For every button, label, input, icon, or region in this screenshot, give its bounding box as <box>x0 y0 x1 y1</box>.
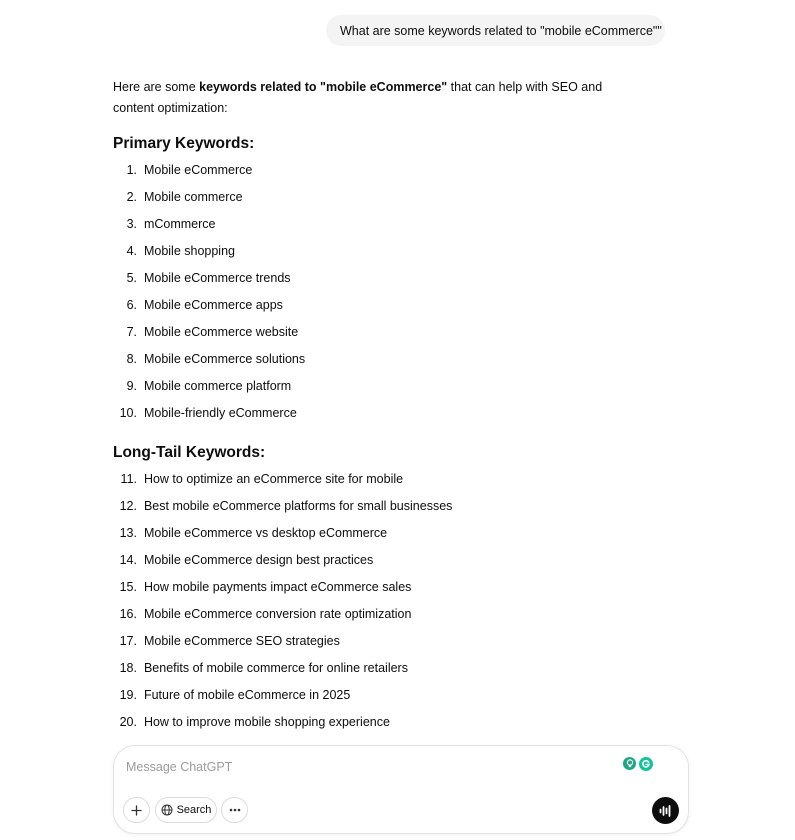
keyword-text: Best mobile eCommerce platforms for small businesses <box>143 499 453 513</box>
search-button[interactable] <box>155 797 217 823</box>
globe-icon <box>161 804 173 816</box>
keyword-text: Benefits of mobile commerce for online retailers <box>143 661 408 675</box>
keyword-number: 4. <box>126 244 137 258</box>
longtail-keywords-heading: Long-Tail Keywords: <box>113 444 266 461</box>
keyword-number: 10. <box>119 406 137 420</box>
keyword-text: Mobile eCommerce website <box>143 325 299 339</box>
message-input[interactable] <box>126 758 606 776</box>
keyword-item <box>113 270 633 297</box>
keyword-number: 14. <box>119 553 137 567</box>
keyword-number: 5. <box>126 271 137 285</box>
keyword-text: Mobile eCommerce trends <box>143 271 291 285</box>
keyword-item <box>113 405 633 432</box>
keyword-item <box>113 579 633 606</box>
keyword-text: Mobile eCommerce design best practices <box>143 553 374 567</box>
keyword-number: 2. <box>126 190 137 204</box>
keyword-number: 13. <box>119 526 137 540</box>
user-message-text: What are some keywords related to "mobile eCommerce"" <box>340 23 662 38</box>
lightbulb-extension-icon[interactable] <box>623 757 636 770</box>
keyword-text: How to improve mobile shopping experience <box>143 715 390 729</box>
keyword-item <box>113 552 633 579</box>
keyword-text: Mobile shopping <box>143 244 235 258</box>
assistant-message <box>113 77 633 729</box>
keyword-number: 9. <box>126 379 137 393</box>
keyword-number: 19. <box>119 688 137 702</box>
keyword-item <box>113 351 633 378</box>
keyword-item <box>113 378 633 405</box>
keyword-number: 17. <box>119 634 137 648</box>
keyword-text: How to optimize an eCommerce site for mobile <box>143 472 404 486</box>
keyword-number: 18. <box>119 661 137 675</box>
keyword-item <box>113 660 633 687</box>
keyword-number: 16. <box>119 607 137 621</box>
keyword-number: 6. <box>126 298 137 312</box>
more-horizontal-icon <box>229 808 241 812</box>
keyword-text: Mobile eCommerce <box>143 163 253 177</box>
keyword-text: Mobile-friendly eCommerce <box>143 406 297 420</box>
keyword-item <box>113 243 633 270</box>
more-options-button[interactable] <box>221 797 248 823</box>
keyword-text: Mobile eCommerce solutions <box>143 352 306 366</box>
keyword-number: 8. <box>126 352 137 366</box>
extension-icons <box>623 757 653 771</box>
keyword-number: 1. <box>126 163 137 177</box>
assistant-intro <box>113 77 633 119</box>
keyword-item <box>113 498 633 525</box>
intro-suffix: that can help with SEO and content optimization: <box>113 80 603 115</box>
user-message-bubble <box>326 15 665 46</box>
keyword-text: Mobile eCommerce apps <box>143 298 283 312</box>
keyword-item <box>113 216 633 243</box>
keyword-item <box>113 687 633 714</box>
keyword-item <box>113 324 633 351</box>
keyword-item <box>113 714 633 741</box>
message-composer <box>113 745 689 834</box>
primary-keywords-list <box>113 162 633 432</box>
search-button-label: Search <box>176 804 212 816</box>
keyword-number: 20. <box>119 715 137 729</box>
keyword-item <box>113 189 633 216</box>
keyword-text: Mobile eCommerce vs desktop eCommerce <box>143 526 388 540</box>
voice-waveform-icon <box>659 805 672 817</box>
keyword-number: 15. <box>119 580 137 594</box>
keyword-text: Mobile commerce platform <box>143 379 292 393</box>
keyword-text: mCommerce <box>143 217 216 231</box>
plus-icon <box>131 805 142 816</box>
keyword-number: 12. <box>119 499 137 513</box>
grammarly-icon[interactable] <box>639 757 653 771</box>
keyword-text: How mobile payments impact eCommerce sales <box>143 580 412 594</box>
keyword-number: 11. <box>120 472 137 486</box>
keyword-item <box>113 633 633 660</box>
keyword-item <box>113 471 633 498</box>
keyword-item <box>113 297 633 324</box>
keyword-text: Mobile commerce <box>143 190 243 204</box>
keyword-text: Future of mobile eCommerce in 2025 <box>143 688 351 702</box>
intro-bold: keywords related to "mobile eCommerce" <box>199 80 448 94</box>
keyword-number: 3. <box>126 217 137 231</box>
longtail-keywords-list <box>113 471 633 741</box>
keyword-text: Mobile eCommerce SEO strategies <box>143 634 340 648</box>
keyword-item <box>113 525 633 552</box>
keyword-item <box>113 606 633 633</box>
voice-mode-button[interactable] <box>652 797 679 824</box>
add-attachment-button[interactable] <box>123 797 150 823</box>
keyword-text: Mobile eCommerce conversion rate optimization <box>143 607 412 621</box>
keyword-item <box>113 162 633 189</box>
intro-prefix: Here are some <box>113 80 200 94</box>
keyword-number: 7. <box>126 325 137 339</box>
primary-keywords-heading: Primary Keywords: <box>113 135 255 152</box>
